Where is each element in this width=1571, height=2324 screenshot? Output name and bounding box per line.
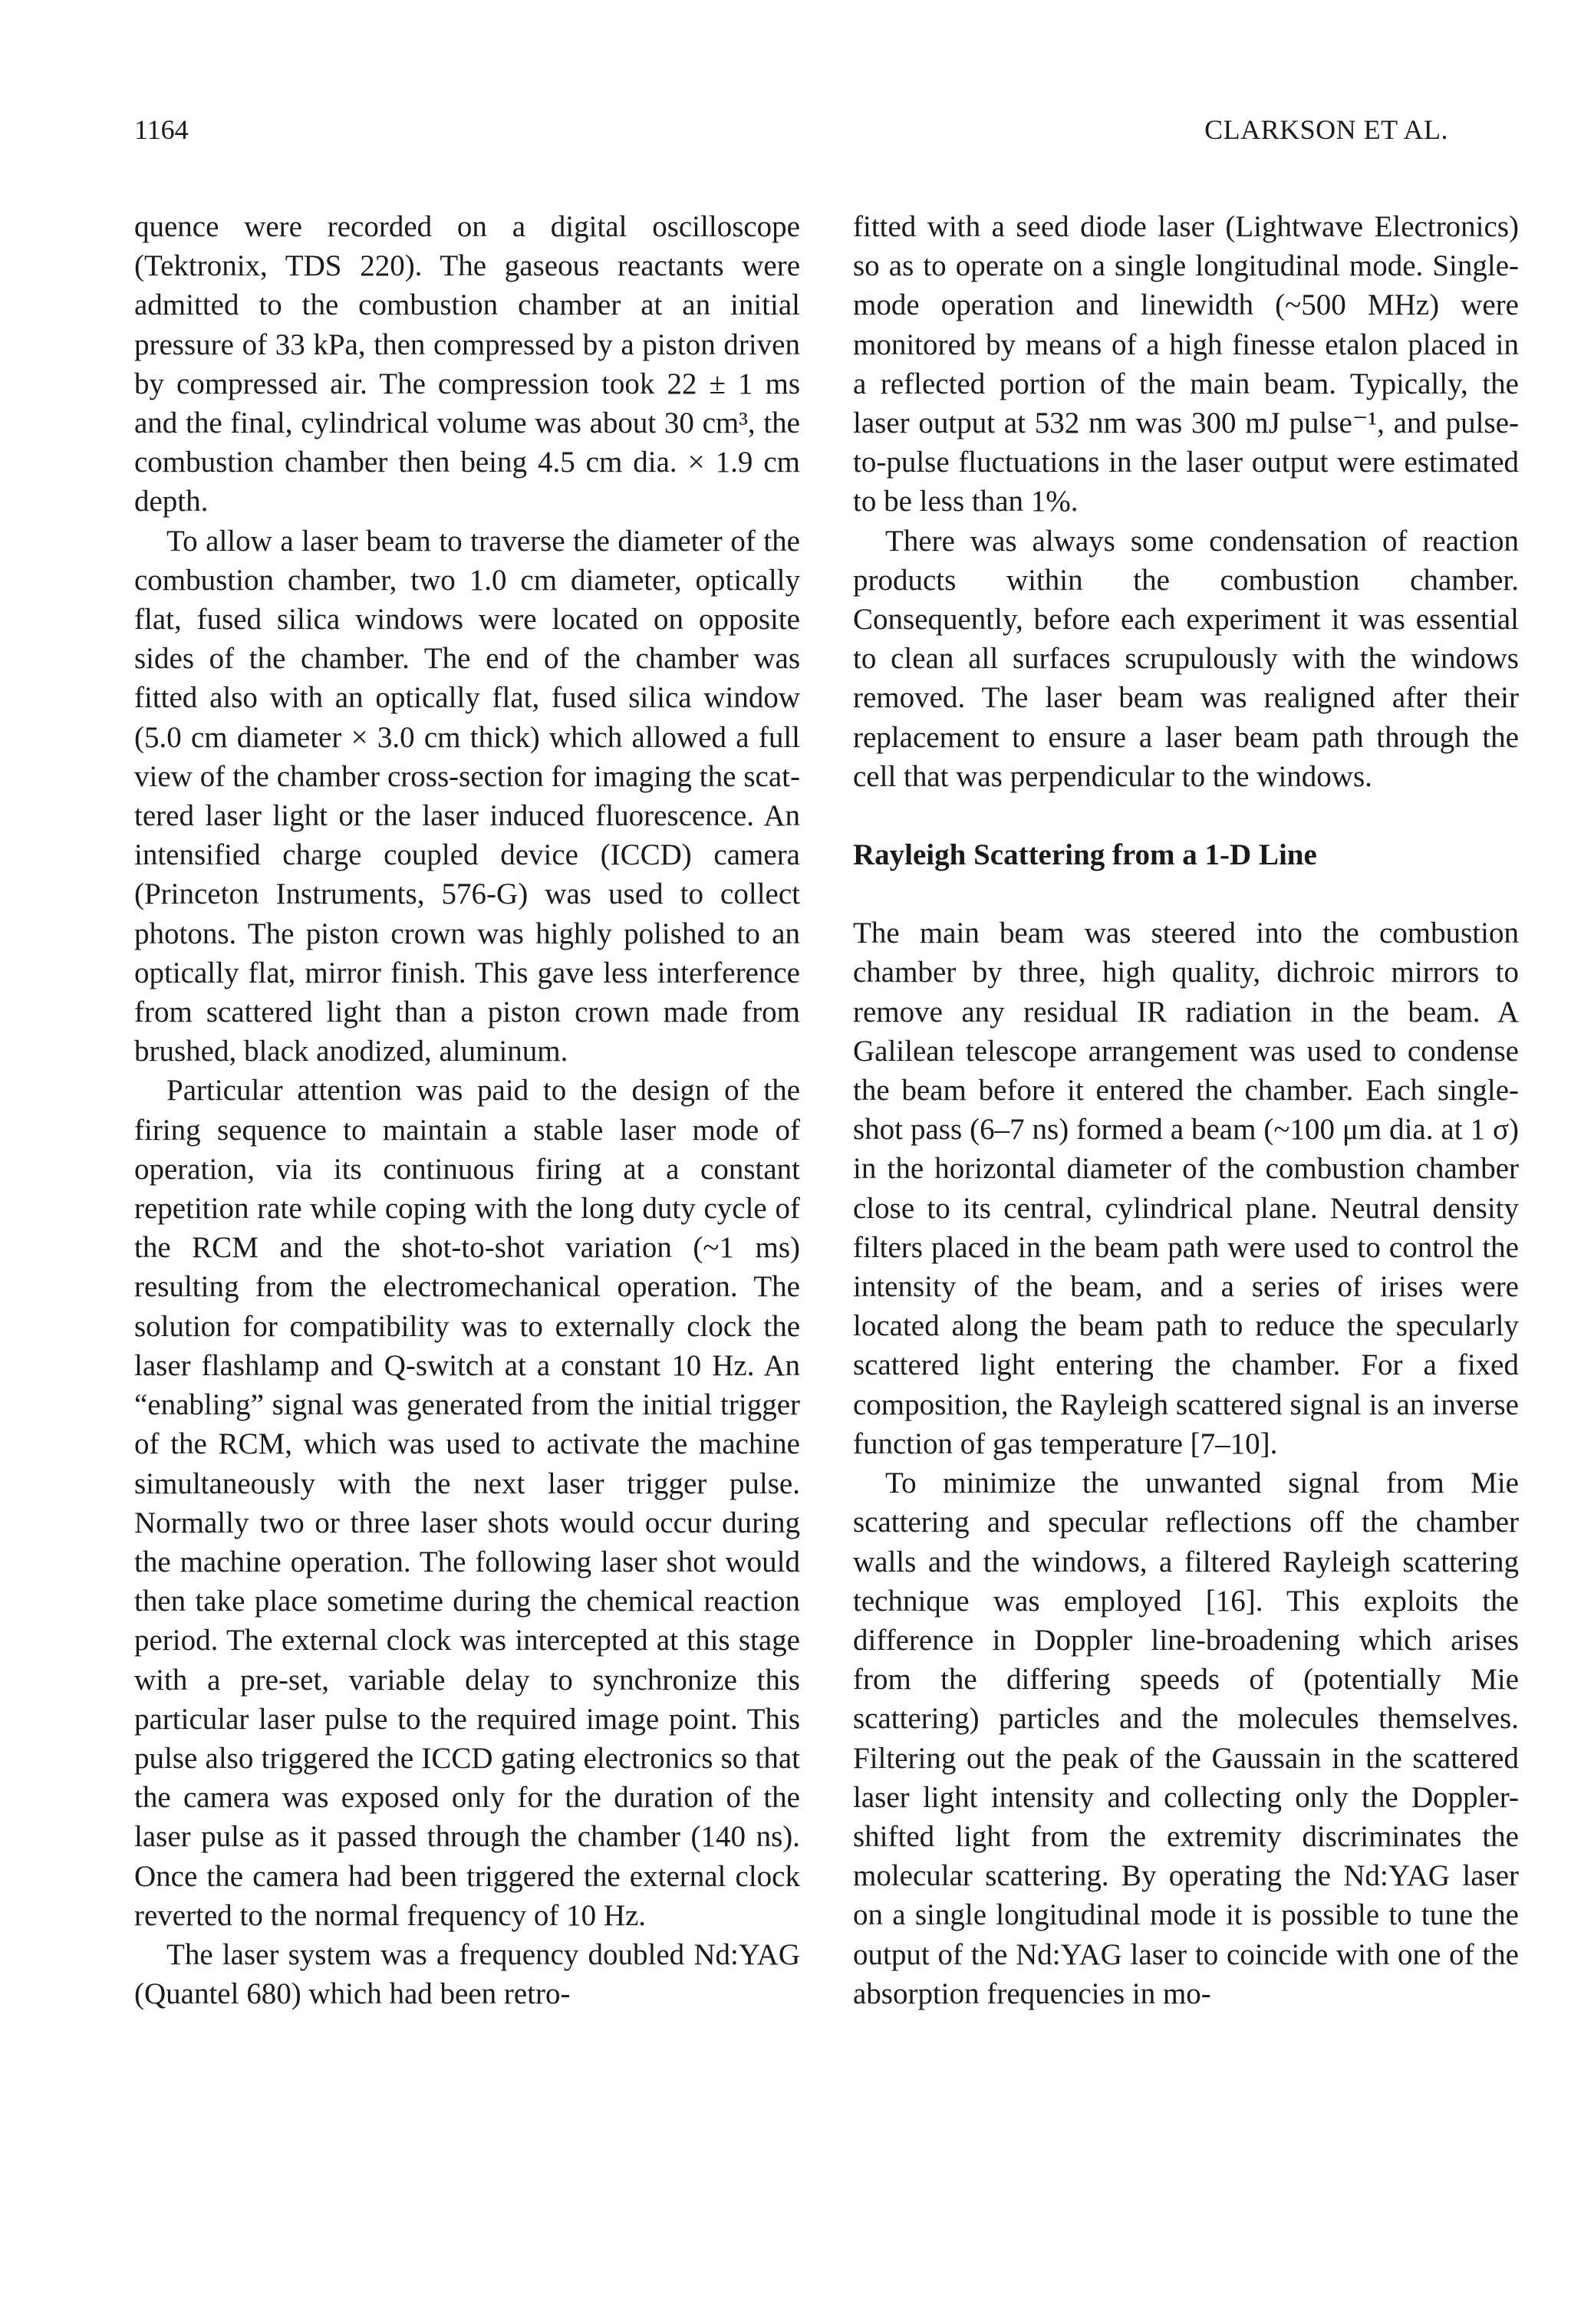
paragraph: fitted with a seed diode laser (Lightwave Electronics) so as to operate on a single longitudinal mode. Single-mode operation and linewidth (~500 MHz) were monitored by means of a high finesse etalon placed in a reflected portion of the main beam. Typically, the laser output at 532 nm was 300 mJ pulse⁻¹, and pulse-to-pulse fluctuations in the laser output were estimated to be less than 1%. [853,210,1519,518]
paragraph: There was always some condensation of reaction products within the combustion chamber. Consequently, before each experiment it was essential to clean all surfaces scrupulously with the windows removed. The laser beam was realigned after their replacement to ensure a laser beam path through the cell that was perpendicular to the windows. [853,524,1519,793]
paragraph: To allow a laser beam to traverse the diameter of the combustion chamber, two 1.0 cm diameter, optically flat, fused silica windows were located on opposite sides of the chamber. The end of the chamber was fitted also with an optically flat, fused silica window (5.0 cm diameter × 3.0 cm thick) which allowed a full view of the chamber cross-section for imaging the scattered laser light or the laser induced fluorescence. An intensified charge coupled device (ICCD) camera (Princeton Instruments, 576-G) was used to collect photons. The piston crown was highly polished to an optically flat, mirror finish. This gave less interference from scattered light than a piston crown made from brushed, black anodized, aluminum. [134,524,800,1068]
paragraph: Particular attention was paid to the design of the firing sequence to maintain a stable laser mode of operation, via its continuous firing at a constant repetition rate while coping with the long duty cycle of the RCM and the shot-to-shot variation (~1 ms) resulting from the electromechanical operation. The solution for compatibility was to externally clock the laser flashlamp and Q-switch at a constant 10 Hz. An “enabling” signal was generated from the initial trigger of the RCM, which was used to activate the machine simultaneously with the next laser trigger pulse. Normally two or three laser shots would occur during the machine operation. The following laser shot would then take place sometime during the chemical reaction period. The external clock was intercepted at this stage with a pre-set, variable delay to synchronize this particular laser pulse to the required image point. This pulse also triggered the ICCD gating electronics so that the camera was exposed only for the duration of the laser pulse as it passed through the chamber (140 ns). Once the camera had been triggered the external clock reverted to the normal frequency of 10 Hz. [134,1074,800,1932]
paragraph: To minimize the unwanted signal from Mie scattering and specular reflections off the chamber walls and the windows, a filtered Rayleigh scattering technique was employed [16]. This exploits the difference in Doppler line-broadening which arises from the differing speeds of (potentially Mie scattering) particles and the molecules themselves. Filtering out the peak of the Gaussain in the scattered laser light intensity and collecting only the Doppler-shifted light from the extremity discriminates the molecular scattering. By operating the Nd:YAG laser on a single longitudinal mode it is possible to tune the output of the Nd:YAG laser to coincide with one of the absorption frequencies in mo- [853,1466,1519,2010]
paragraph: The laser system was a frequency doubled Nd:YAG (Quantel 680) which had been retro- [134,1937,800,2011]
page-number: 1164 [134,114,189,145]
section-heading: Rayleigh Scattering from a 1-D Line [853,838,1317,872]
paragraph: quence were recorded on a digital oscilloscope (Tektronix, TDS 220). The gaseous reactants were admitted to the combustion chamber at an initial pressure of 33 kPa, then compressed by a piston driven by compressed air. The compression took 22 ± 1 ms and the final, cylindrical volume was about 30 cm³, the combustion chamber then being 4.5 cm dia. × 1.9 cm depth. [134,210,800,518]
left-column [134,207,800,2013]
right-column [853,207,1519,2013]
running-head: CLARKSON ET AL. [1204,114,1448,145]
paragraph: The main beam was steered into the combustion chamber by three, high quality, dichroic mirrors to remove any residual IR radiation in the beam. A Galilean telescope arrangement was used to condense the beam before it entered the chamber. Each single-shot pass (6–7 ns) formed a beam (~100 μm dia. at 1 σ) in the horizontal diameter of the combustion chamber close to its central, cylindrical plane. Neutral density filters placed in the beam path were used to control the intensity of the beam, and a series of irises were located along the beam path to reduce the specularly scattered light entering the chamber. For a fixed composition, the Rayleigh scattered signal is an inverse function of gas temperature [7–10]. [853,917,1519,1460]
